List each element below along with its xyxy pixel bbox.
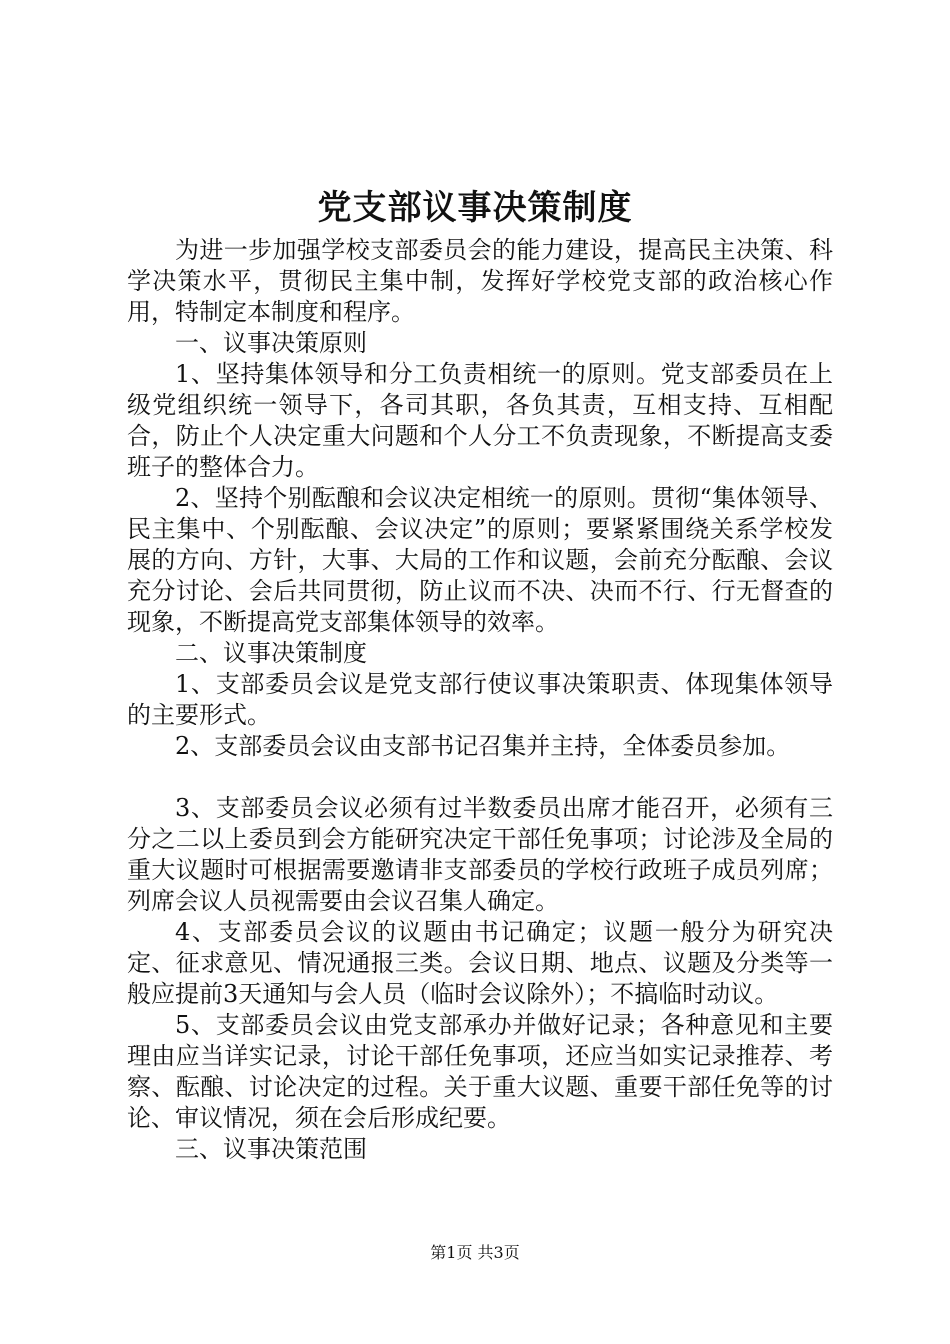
section-heading-principles: 一、议事决策原则 [175,329,367,357]
principle-paragraph-1: 1、坚持集体领导和分工负责相统一的原则。党支部委员在上级党组织统一领导下，各司其职，各负其责，互相支持、互相配合，防止个人决定重大问题和个人分工不负责现象，不断提高支委班子的整体合力。 [127,360,833,481]
system-paragraph-1: 1、支部委员会议是党支部行使议事决策职责、体现集体领导的主要形式。 [127,670,833,729]
system-paragraph-3: 3、支部委员会议必须有过半数委员出席才能召开，必须有三分之二以上委员到会方能研究决定干部任免事项；讨论涉及全局的重大议题时可根据需要邀请非支部委员的学校行政班子成员列席；列席会议人员视需要由会议召集人确定。 [127,794,833,915]
document-title: 党支部议事决策制度 [317,188,633,228]
system-paragraph-2: 2、支部委员会议由支部书记召集并主持，全体委员参加。 [175,732,791,760]
page-number-footer: 第1页 共3页 [430,1243,520,1262]
principle-paragraph-2: 2、坚持个别酝酿和会议决定相统一的原则。贯彻“集体领导、民主集中、个别酝酿、会议决定”的原则；要紧紧围绕关系学校发展的方向、方针，大事、大局的工作和议题，会前充分酝酿、会议充分讨论、会后共同贯彻，防止议而不决、决而不行、行无督查的现象，不断提高党支部集体领导的效率。 [127,484,833,636]
system-paragraph-5: 5、支部委员会议由党支部承办并做好记录；各种意见和主要理由应当详实记录，讨论干部任免事项，还应当如实记录推荐、考察、酝酿、讨论决定的过程。关于重大议题、重要干部任免等的讨论、审议情况，须在会后形成纪要。 [127,1011,833,1132]
intro-paragraph: 为进一步加强学校支部委员会的能力建设，提高民主决策、科学决策水平，贯彻民主集中制，发挥好学校党支部的政治核心作用，特制定本制度和程序。 [127,236,833,326]
section-heading-scope: 三、议事决策范围 [175,1135,367,1163]
system-paragraph-4: 4、支部委员会议的议题由书记确定；议题一般分为研究决定、征求意见、情况通报三类。会议日期、地点、议题及分类等一般应提前3天通知与会人员（临时会议除外）；不搞临时动议。 [127,918,833,1008]
document-body [127,235,833,1165]
section-heading-system: 二、议事决策制度 [175,639,367,667]
